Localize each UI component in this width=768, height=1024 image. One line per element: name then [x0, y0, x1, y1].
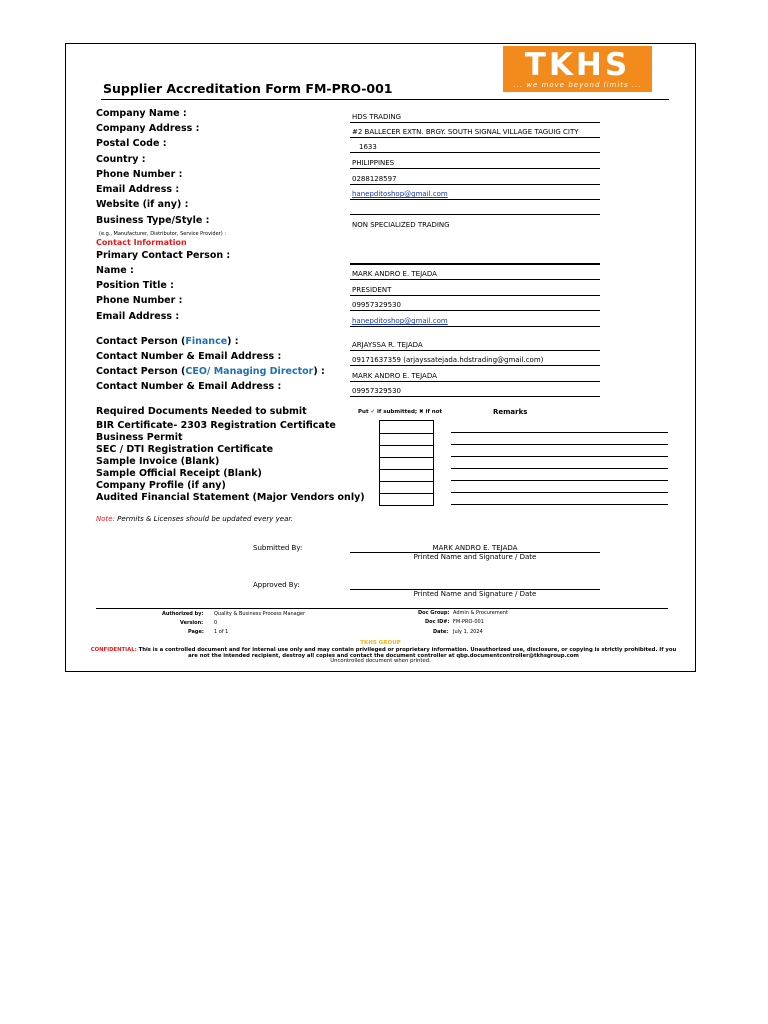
contact-phone-underline: [350, 310, 600, 311]
primary-contact-divider: [350, 263, 600, 265]
phone-value: 0288128597: [352, 175, 397, 183]
country-label: Country :: [96, 154, 146, 165]
form-title: Supplier Accreditation Form FM-PRO-001: [103, 81, 393, 96]
remarks-header: Remarks: [493, 408, 528, 416]
check-box-bir[interactable]: [379, 420, 434, 434]
business-type-label: Business Type/Style :: [96, 215, 210, 226]
doc-item-company-profile: Company Profile (if any): [96, 480, 226, 491]
website-label: Website (if any) :: [96, 199, 189, 210]
finance-contact-underline: [350, 350, 600, 351]
company-address-label: Company Address :: [96, 123, 200, 134]
remarks-line[interactable]: [451, 480, 668, 481]
remarks-line[interactable]: [451, 468, 668, 469]
finance-contact-number-value: 09171637359 (arjayssatejada.hdstrading@gmail.com): [352, 356, 544, 364]
date-value: July 1, 2024: [453, 629, 483, 635]
approved-caption: Printed Name and Signature / Date: [413, 590, 537, 598]
confidential-label: CONFIDENTIAL:: [90, 647, 137, 653]
company-name-underline: [350, 122, 600, 123]
company-logo: [503, 46, 652, 92]
email-link[interactable]: hanepditoshop@gmail.com: [352, 190, 448, 198]
doc-group-value: Admin & Procurement: [453, 610, 508, 616]
remarks-line[interactable]: [451, 504, 668, 505]
doc-group-label: Doc Group:: [418, 610, 450, 616]
authorized-value: Quality & Business Process Manager: [214, 611, 306, 617]
remarks-line[interactable]: [451, 444, 668, 445]
check-hint: Put ✓ if submitted; ✖ if not: [358, 409, 443, 415]
doc-id-label: Doc ID#:: [425, 619, 450, 625]
position-title-label: Position Title :: [96, 280, 174, 291]
company-name-value: HDS TRADING: [352, 113, 402, 121]
phone-label: Phone Number :: [96, 169, 183, 180]
ceo-role: CEO/ Managing Director: [185, 366, 314, 377]
check-box-audited-fs[interactable]: [379, 493, 434, 506]
remarks-line[interactable]: [451, 456, 668, 457]
page-label: Page:: [188, 629, 204, 635]
ceo-contact-label: Contact Person (CEO/ Managing Director) :: [96, 366, 325, 377]
finance-contact-value: ARJAYSSA R. TEJADA: [352, 341, 423, 349]
date-label: Date:: [433, 629, 449, 635]
ceo-contact-underline: [350, 381, 600, 382]
doc-item-bir: BIR Certificate- 2303 Registration Certificate: [96, 420, 336, 431]
email-underline: [350, 199, 600, 200]
company-address-value: #2 BALLECER EXTN. BRGY. SOUTH SIGNAL VILLAGE TAGUIG CITY: [352, 128, 579, 136]
company-name-label: Company Name :: [96, 108, 187, 119]
page-value: 1 of 1: [214, 629, 229, 635]
postal-code-underline: [350, 152, 600, 153]
contact-phone-label: Phone Number :: [96, 295, 183, 306]
form-page: [65, 43, 696, 672]
ceo-contact-number-label: Contact Number & Email Address :: [96, 381, 282, 392]
submitted-by-label: Submitted By:: [253, 544, 303, 552]
note-prefix: Note:: [96, 515, 115, 523]
submitted-caption: Printed Name and Signature / Date: [413, 553, 537, 561]
postal-code-label: Postal Code :: [96, 138, 167, 149]
version-label: Version:: [180, 620, 204, 626]
postal-code-value: 1633: [359, 143, 377, 151]
contact-name-label: Name :: [96, 265, 134, 276]
doc-item-audited-fs: Audited Financial Statement (Major Vendors only): [96, 492, 365, 503]
business-type-value: NON SPECIALIZED TRADING: [352, 221, 450, 229]
uncontrolled-notice: Uncontrolled document when printed.: [330, 658, 431, 664]
contact-email-link[interactable]: hanepditoshop@gmail.com: [352, 317, 448, 325]
company-address-underline: [350, 137, 600, 138]
finance-contact-label: Contact Person (Finance) :: [96, 336, 239, 347]
contact-name-underline: [350, 279, 600, 280]
title-divider: [101, 99, 669, 100]
documents-heading: Required Documents Needed to submit: [96, 406, 307, 417]
business-type-hint: (e.g., Manufacturer, Distributor, Service Provider) :: [99, 231, 226, 237]
logo-tagline: ... we move beyond limits ...: [513, 81, 642, 89]
remarks-line[interactable]: [451, 492, 668, 493]
remarks-line[interactable]: [451, 432, 668, 433]
contact-email-underline: [350, 326, 600, 327]
doc-item-sec-dti: SEC / DTI Registration Certificate: [96, 444, 274, 455]
approved-by-label: Approved By:: [253, 581, 300, 589]
confidential-notice: CONFIDENTIAL: This is a controlled document and for internal use only and may contain privileged or proprietary information. Unauthorized use, disclosure, or copying is strictly prohibited. If you are not the intended recipient, destroy all copies and contact the document controller at qbp.documentcontroller@tkhsgroup.com: [90, 647, 677, 659]
doc-item-sample-invoice: Sample Invoice (Blank): [96, 456, 220, 467]
doc-item-business-permit: Business Permit: [96, 432, 183, 443]
primary-contact-heading: Primary Contact Person :: [96, 250, 231, 261]
phone-underline: [350, 184, 600, 185]
group-name: TKHS GROUP: [360, 640, 401, 646]
footer-divider: [96, 608, 668, 609]
logo-text: TKHS: [524, 47, 631, 83]
doc-item-sample-receipt: Sample Official Receipt (Blank): [96, 468, 262, 479]
position-title-value: PRESIDENT: [352, 286, 392, 294]
ceo-contact-number-value: 09957329530: [352, 387, 401, 395]
note: Note: Permits & Licenses should be updated every year.: [96, 515, 293, 523]
position-title-underline: [350, 295, 600, 296]
finance-contact-number-underline: [350, 365, 600, 366]
contact-name-value: MARK ANDRO E. TEJADA: [352, 270, 437, 278]
doc-id-value: FM-PRO-001: [453, 619, 484, 625]
submitted-by-name: MARK ANDRO E. TEJADA: [432, 544, 518, 552]
ceo-contact-value: MARK ANDRO E. TEJADA: [352, 372, 437, 380]
authorized-label: Authorized by:: [162, 611, 204, 617]
contact-email-label: Email Address :: [96, 311, 180, 322]
finance-contact-number-label: Contact Number & Email Address :: [96, 351, 282, 362]
version-value: 0: [214, 620, 218, 626]
finance-role: Finance: [185, 336, 228, 347]
website-underline: [350, 214, 600, 215]
contact-info-heading: Contact Information: [96, 238, 187, 247]
email-label: Email Address :: [96, 184, 180, 195]
ceo-contact-number-underline: [350, 396, 600, 397]
country-value: PHILIPPINES: [352, 159, 395, 167]
contact-phone-value: 09957329530: [352, 301, 401, 309]
country-underline: [350, 168, 600, 169]
